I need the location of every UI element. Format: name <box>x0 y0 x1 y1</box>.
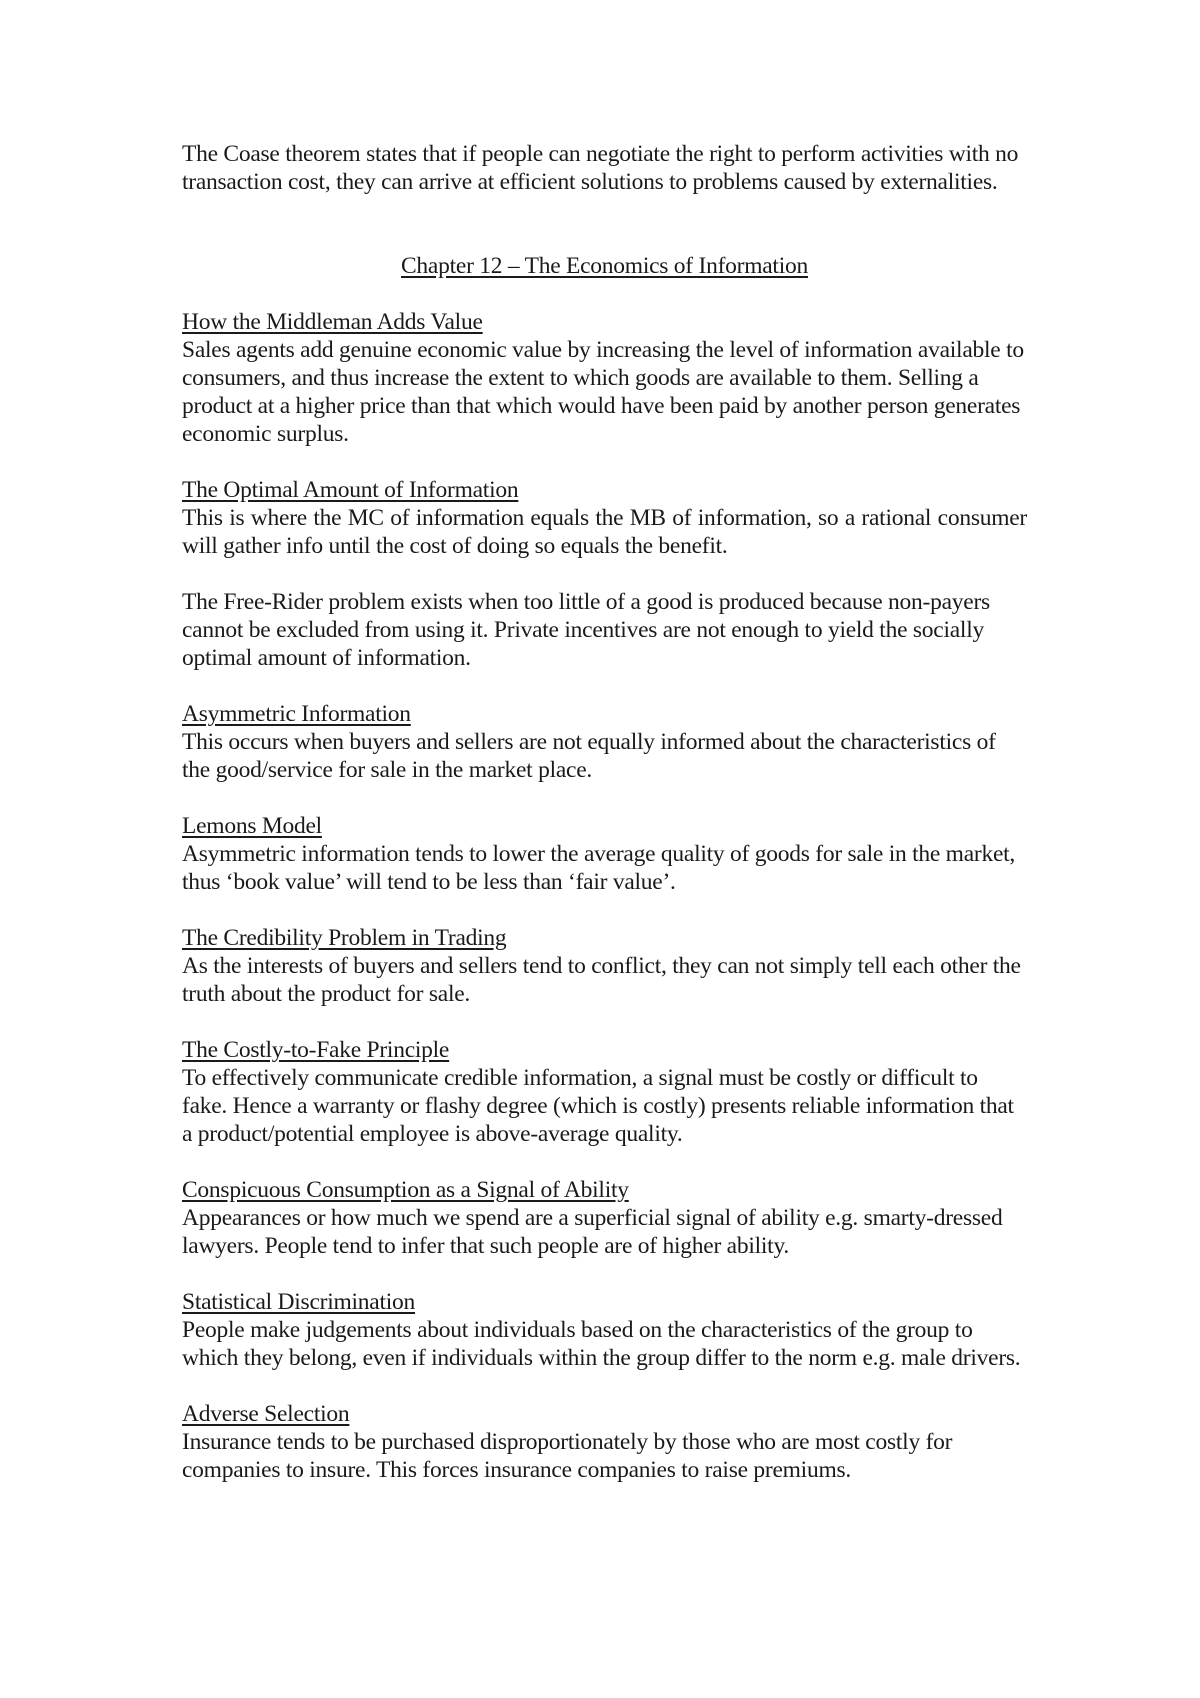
section-costly-to-fake <box>182 1036 1027 1148</box>
section-body: Insurance tends to be purchased disproportionately by those who are most costly for companies to insure. This forces insurance companies to raise premiums. <box>182 1429 953 1483</box>
section-body: This is where the MC of information equals the MB of information, so a rational consumer will gather info until the cost of doing so equals the benefit. <box>182 505 1027 559</box>
section-lemons-model <box>182 812 1027 896</box>
document-page <box>182 140 1027 1512</box>
chapter-title: Chapter 12 – The Economics of Information <box>401 253 808 279</box>
section-heading: The Credibility Problem in Trading <box>182 925 507 951</box>
section-heading: Statistical Discrimination <box>182 1289 416 1315</box>
section-optimal-information <box>182 476 1027 560</box>
intro-paragraph: The Coase theorem states that if people can negotiate the right to perform activities with no transaction cost, they can arrive at efficient solutions to problems caused by externalities. <box>182 141 1019 195</box>
section-conspicuous-consumption <box>182 1176 1027 1260</box>
section-heading: Adverse Selection <box>182 1401 350 1427</box>
section-heading: The Costly-to-Fake Principle <box>182 1037 450 1063</box>
section-heading: Conspicuous Consumption as a Signal of Ability <box>182 1177 629 1203</box>
section-body: People make judgements about individuals based on the characteristics of the group to which they belong, even if individuals within the group differ to the norm e.g. male drivers. <box>182 1317 1021 1371</box>
section-body: This occurs when buyers and sellers are not equally informed about the characteristics of the good/service for sale in the market place. <box>182 729 996 783</box>
section-body: To effectively communicate credible information, a signal must be costly or difficult to fake. Hence a warranty or flashy degree (which is costly) presents reliable information that a product/potential employee is above-average quality. <box>182 1065 1014 1147</box>
section-heading: Lemons Model <box>182 813 322 839</box>
section-middleman <box>182 308 1027 448</box>
section-heading: How the Middleman Adds Value <box>182 309 483 335</box>
section-body: Sales agents add genuine economic value by increasing the level of information available to consumers, and thus increase the extent to which goods are available to them. Selling a product at a higher price than that which would have been paid by another person generates economic surplus. <box>182 337 1024 447</box>
section-body: As the interests of buyers and sellers tend to conflict, they can not simply tell each other the truth about the product for sale. <box>182 953 1021 1007</box>
section-asymmetric-information <box>182 700 1027 784</box>
section-credibility-problem <box>182 924 1027 1008</box>
section-body: Appearances or how much we spend are a superficial signal of ability e.g. smarty-dressed lawyers. People tend to infer that such people are of higher ability. <box>182 1205 1003 1259</box>
section-body: The Free-Rider problem exists when too little of a good is produced because non-payers cannot be excluded from using it. Private incentives are not enough to yield the socially optimal amount of information. <box>182 589 990 671</box>
section-heading: The Optimal Amount of Information <box>182 477 519 503</box>
section-free-rider <box>182 588 1027 672</box>
spacer <box>182 196 1027 252</box>
section-adverse-selection <box>182 1400 1027 1484</box>
section-statistical-discrimination <box>182 1288 1027 1372</box>
section-body: Asymmetric information tends to lower the average quality of goods for sale in the market, thus ‘book value’ will tend to be less than ‘fair value’. <box>182 841 1016 895</box>
section-heading: Asymmetric Information <box>182 701 411 727</box>
spacer <box>182 280 1027 308</box>
